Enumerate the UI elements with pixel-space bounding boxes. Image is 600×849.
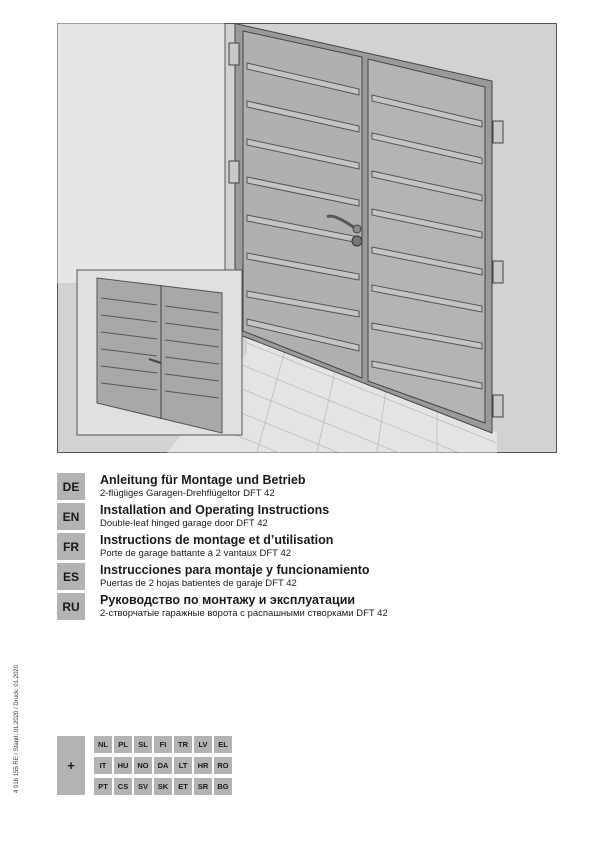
garage-door-drawing — [57, 23, 557, 453]
language-code-badge: RU — [57, 593, 85, 620]
language-row-es — [57, 563, 370, 590]
inset-thumbnail — [77, 270, 242, 435]
language-title: Instructions de montage et d’utilisation — [100, 533, 334, 547]
language-code-cell: PT — [94, 778, 112, 795]
language-title: Instrucciones para montaje y funcionamiento — [100, 563, 370, 577]
language-row-ru — [57, 593, 388, 620]
plus-badge: + — [57, 736, 85, 795]
language-code-cell: DA — [154, 757, 172, 774]
language-code-cell: SL — [134, 736, 152, 753]
language-code-cell: SV — [134, 778, 152, 795]
language-code-cell: TR — [174, 736, 192, 753]
language-code-cell: PL — [114, 736, 132, 753]
language-code-badge: DE — [57, 473, 85, 500]
language-row-de — [57, 473, 306, 500]
language-title: Anleitung für Montage und Betrieb — [100, 473, 306, 487]
language-code-cell: LV — [194, 736, 212, 753]
language-code-cell: LT — [174, 757, 192, 774]
language-title: Руководство по монтажу и эксплуатации — [100, 593, 356, 607]
language-title: Installation and Operating Instructions — [100, 503, 330, 517]
language-row-en — [57, 503, 329, 530]
language-code-cell: HR — [194, 757, 212, 774]
language-code-cell: IT — [94, 757, 112, 774]
language-code-badge: ES — [57, 563, 85, 590]
language-code-cell: SR — [194, 778, 212, 795]
language-subtitle: 2-flügliges Garagen-Drehflügeltor DFT 42 — [100, 487, 275, 499]
document-id: 4 016 155 RE / Stand: 01.2020 / Druck: 01.2020 — [14, 664, 20, 793]
language-code-badge: FR — [57, 533, 85, 560]
language-code-cell: BG — [214, 778, 232, 795]
language-code-badge: EN — [57, 503, 85, 530]
language-code-cell: EL — [214, 736, 232, 753]
language-code-cell: RO — [214, 757, 232, 774]
language-subtitle: Double-leaf hinged garage door DFT 42 — [100, 517, 268, 529]
language-code-cell: SK — [154, 778, 172, 795]
language-code-cell: NO — [134, 757, 152, 774]
language-code-cell: HU — [114, 757, 132, 774]
language-code-cell: FI — [154, 736, 172, 753]
language-code-cell: ET — [174, 778, 192, 795]
language-subtitle: Porte de garage battante à 2 vantaux DFT 42 — [100, 547, 292, 559]
language-subtitle: Puertas de 2 hojas batientes de garaje DFT 42 — [100, 577, 297, 589]
language-code-cell: CS — [114, 778, 132, 795]
garage-door-illustration — [57, 23, 557, 453]
language-row-fr — [57, 533, 333, 560]
language-subtitle: 2-створчатые гаражные ворота с распашными створками DFT 42 — [100, 607, 388, 619]
language-code-cell: NL — [94, 736, 112, 753]
